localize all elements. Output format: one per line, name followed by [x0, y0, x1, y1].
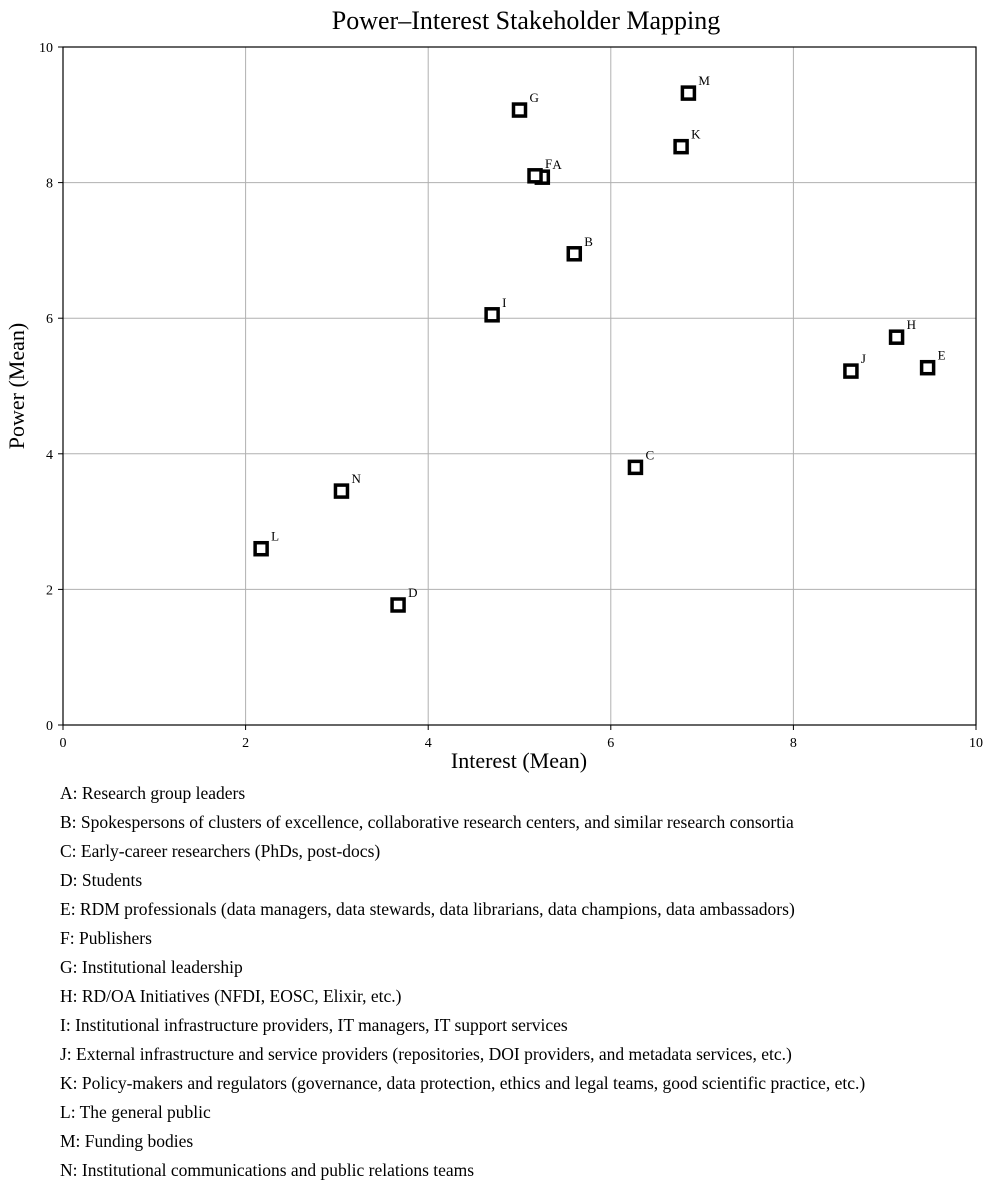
point-label-a: A — [552, 157, 562, 173]
x-tick-label: 10 — [969, 736, 983, 751]
legend-item: L: The general public — [60, 1102, 211, 1122]
x-tick-label: 2 — [242, 736, 250, 751]
x-axis-label: Interest (Mean) — [450, 748, 588, 773]
legend-item: M: Funding bodies — [60, 1131, 194, 1151]
data-point-l — [255, 543, 267, 555]
axis-ticks — [39, 41, 983, 751]
y-tick-label: 10 — [39, 41, 53, 56]
legend-item: D: Students — [60, 870, 143, 890]
point-label-h: H — [906, 317, 916, 333]
point-label-c: C — [645, 447, 655, 463]
point-label-g: G — [529, 90, 539, 106]
y-tick-label: 4 — [46, 447, 53, 463]
data-point-n — [335, 485, 347, 497]
point-label-d: D — [408, 584, 418, 600]
y-tick-label: 8 — [46, 176, 53, 192]
data-point-k — [675, 141, 687, 153]
x-tick-label: 4 — [424, 736, 432, 751]
point-label-j: J — [860, 351, 866, 367]
y-tick-label: 2 — [46, 583, 53, 599]
legend-item: G: Institutional leadership — [60, 957, 243, 977]
data-point-f — [529, 170, 541, 182]
chart-title: Power–Interest Stakeholder Mapping — [331, 6, 721, 35]
plot-frame — [63, 47, 976, 725]
data-point-g — [514, 104, 526, 116]
data-point-d — [392, 599, 404, 611]
legend-item: N: Institutional communications and public relations teams — [60, 1160, 475, 1180]
x-tick-label: 8 — [789, 736, 797, 751]
data-point-j — [845, 365, 857, 377]
legend-item: C: Early-career researchers (PhDs, post-docs) — [60, 841, 381, 861]
data-point-e — [922, 362, 934, 374]
point-label-k: K — [691, 126, 701, 142]
point-label-m: M — [698, 73, 710, 89]
point-label-b: B — [584, 233, 593, 249]
legend-item: I: Institutional infrastructure providers, IT managers, IT support services — [60, 1015, 568, 1035]
legend-item: K: Policy-makers and regulators (governance, data protection, ethics and legal teams, good scientific practice, etc.) — [60, 1073, 866, 1093]
y-tick-label: 0 — [46, 719, 53, 734]
y-axis-label: Power (Mean) — [4, 322, 29, 450]
data-point-h — [891, 331, 903, 343]
stakeholder-legend — [60, 779, 985, 1185]
legend-item: A: Research group leaders — [60, 783, 246, 803]
legend-item: B: Spokespersons of clusters of excellence, collaborative research centers, and similar research consortia — [60, 812, 794, 832]
point-label-f: F — [545, 155, 553, 171]
y-tick-label: 6 — [46, 312, 53, 328]
point-label-l: L — [271, 528, 280, 544]
grid-lines — [63, 47, 976, 725]
legend-item: E: RDM professionals (data managers, data stewards, data librarians, data champions, data ambassadors) — [60, 899, 795, 919]
point-label-e: E — [937, 347, 946, 363]
point-label-n: N — [351, 471, 361, 487]
data-point-c — [629, 461, 641, 473]
data-points — [255, 73, 945, 611]
x-tick-label: 0 — [59, 736, 67, 751]
data-point-m — [682, 87, 694, 99]
data-point-b — [568, 248, 580, 260]
x-tick-label: 6 — [607, 736, 615, 751]
point-label-i: I — [502, 294, 507, 310]
data-point-i — [486, 309, 498, 321]
legend-item: J: External infrastructure and service providers (repositories, DOI providers, and metadata services, etc.) — [60, 1044, 792, 1064]
legend-item: H: RD/OA Initiatives (NFDI, EOSC, Elixir, etc.) — [60, 986, 402, 1006]
legend-item: F: Publishers — [60, 928, 152, 948]
